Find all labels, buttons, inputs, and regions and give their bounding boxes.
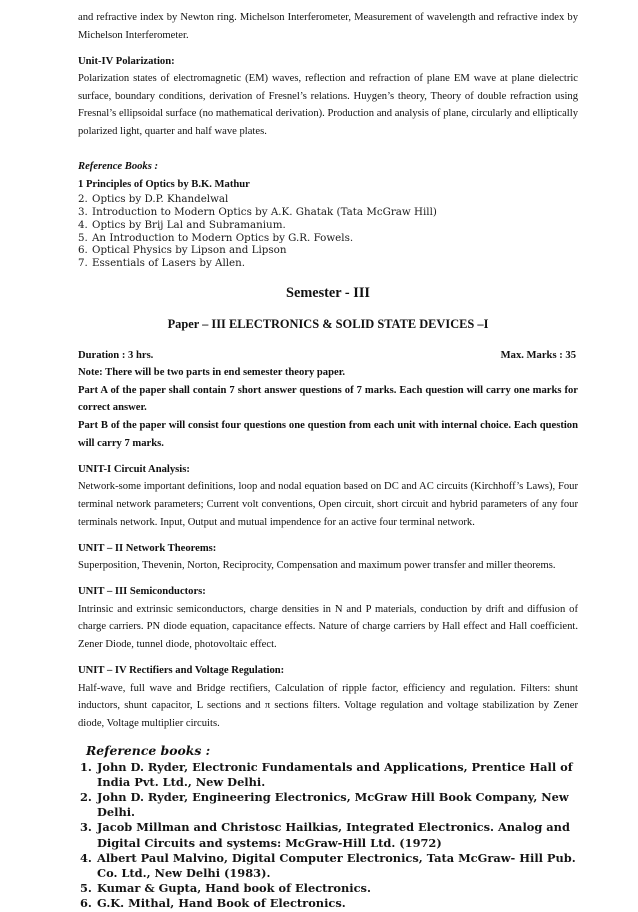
part-a: Part A of the paper shall contain 7 short answer questions of 7 marks. Each question will carry one marks for correct answer. — [78, 384, 578, 414]
semester-title: Semester - III — [286, 284, 370, 301]
document-page — [78, 9, 578, 912]
unit2-title: UNIT – II Network Theorems: — [78, 542, 217, 554]
list-item: 1. John D. Ryder, Electronic Fundamentals and Applications, Prentice Hall of India Pvt. Ltd., New Delhi. — [80, 759, 573, 789]
paper-title: Paper – III ELECTRONICS & SOLID STATE DEVICES –I — [167, 316, 489, 331]
unit2-text: Superposition, Thevenin, Norton, Reciprocity, Compensation and maximum power transfer and miller theorems. — [78, 560, 556, 572]
optics-ref-heading: Reference Books : — [78, 161, 159, 173]
unit4-text-electronics: Half-wave, full wave and Bridge rectifiers, Calculation of ripple factor, efficiency and regulation. Filters: shunt inductors, shunt capacitor, L sections and π sections filters. Voltage regulation and voltage stabilization by Zener diode, Voltage multiplier circuits. — [78, 682, 578, 729]
list-item: 6. Optical Physics by Lipson and Lipson — [78, 244, 287, 257]
unit1-text: Network-some important definitions, loop and nodal equation based on DC and AC circuits (Kirchhoff’s Laws), Four terminal network parameters; Current volt conventions, Open circuit, short circuit and hybrid parameters of any four terminals network. Input, Output and mutual impendence for an active four terminal network. — [78, 481, 578, 528]
duration-row — [78, 347, 578, 365]
electronics-ref-heading: Reference books : — [86, 742, 211, 758]
part-b: Part B of the paper will consist four questions one question from each unit with internal choice. Each question will carry 7 marks. — [78, 420, 578, 449]
electronics-ref-list — [80, 760, 578, 912]
optics-ref-list — [78, 193, 578, 269]
list-item: 2. John D. Ryder, Engineering Electronics, McGraw Hill Book Company, New Delhi. — [80, 789, 569, 820]
list-item: 3. Jacob Millman and Christosc Hailkias, Integrated Electronics. Analog and Digital Circuits and systems: McGraw-Hill Ltd. (1972) — [80, 820, 570, 850]
list-item: 2. Optics by D.P. Khandelwal — [78, 193, 229, 206]
optics-ref-first: 1 Principles of Optics by B.K. Mathur — [78, 178, 250, 190]
list-item: 6. G.K. Mithal, Hand Book of Electronics. — [80, 896, 346, 911]
list-item: 3. Introduction to Modern Optics by A.K. Ghatak (Tata McGraw Hill) — [78, 206, 437, 219]
unit3-title: UNIT – III Semiconductors: — [78, 586, 206, 598]
max-marks: Max. Marks : 35 — [500, 349, 576, 361]
list-item: 4. Optics by Brij Lal and Subramanium. — [78, 218, 286, 231]
unit4-text: Polarization states of electromagnetic (EM) waves, reflection and refraction of plane EM wave at plane dielectric surface, boundary conditions, derivation of Fresnel’s relations. Huygen’s theory, Theory of double refraction using Fresnal’s ellipsoidal surface (no mathematical derivation). Production and analysis of plane, circularly and elliptically polarized light, quarter and half wave plates. — [78, 73, 578, 138]
list-item: 7. Essentials of Lasers by Allen. — [78, 256, 246, 269]
list-item: 5. An Introduction to Modern Optics by G.R. Fowels. — [78, 231, 354, 244]
note: Note: There will be two parts in end semester theory paper. — [78, 367, 346, 379]
unit1-title: UNIT-I Circuit Analysis: — [78, 463, 190, 475]
unit4-title: Unit-IV Polarization: — [78, 55, 175, 67]
list-item: 4. Albert Paul Malvino, Digital Computer Electronics, Tata McGraw- Hill Pub. Co. Ltd., New Delhi (1983). — [80, 850, 576, 880]
unit4-title-electronics: UNIT – IV Rectifiers and Voltage Regulation: — [78, 665, 285, 677]
list-item: 5. Kumar & Gupta, Hand book of Electronics. — [80, 881, 371, 896]
duration: Duration : 3 hrs. — [78, 349, 154, 361]
intro-paragraph: and refractive index by Newton ring. Michelson Interferometer, Measurement of wavelength and refractive index by Michelson Interferometer. — [78, 12, 578, 41]
unit3-text: Intrinsic and extrinsic semiconductors, charge densities in N and P materials, conduction by drift and diffusion of charge carriers. PN diode equation, capacitance effects. Nature of charge carriers by Hall effect and Hall coefficient. Zener Diode, tunnel diode, photovoltaic effect. — [78, 603, 578, 651]
